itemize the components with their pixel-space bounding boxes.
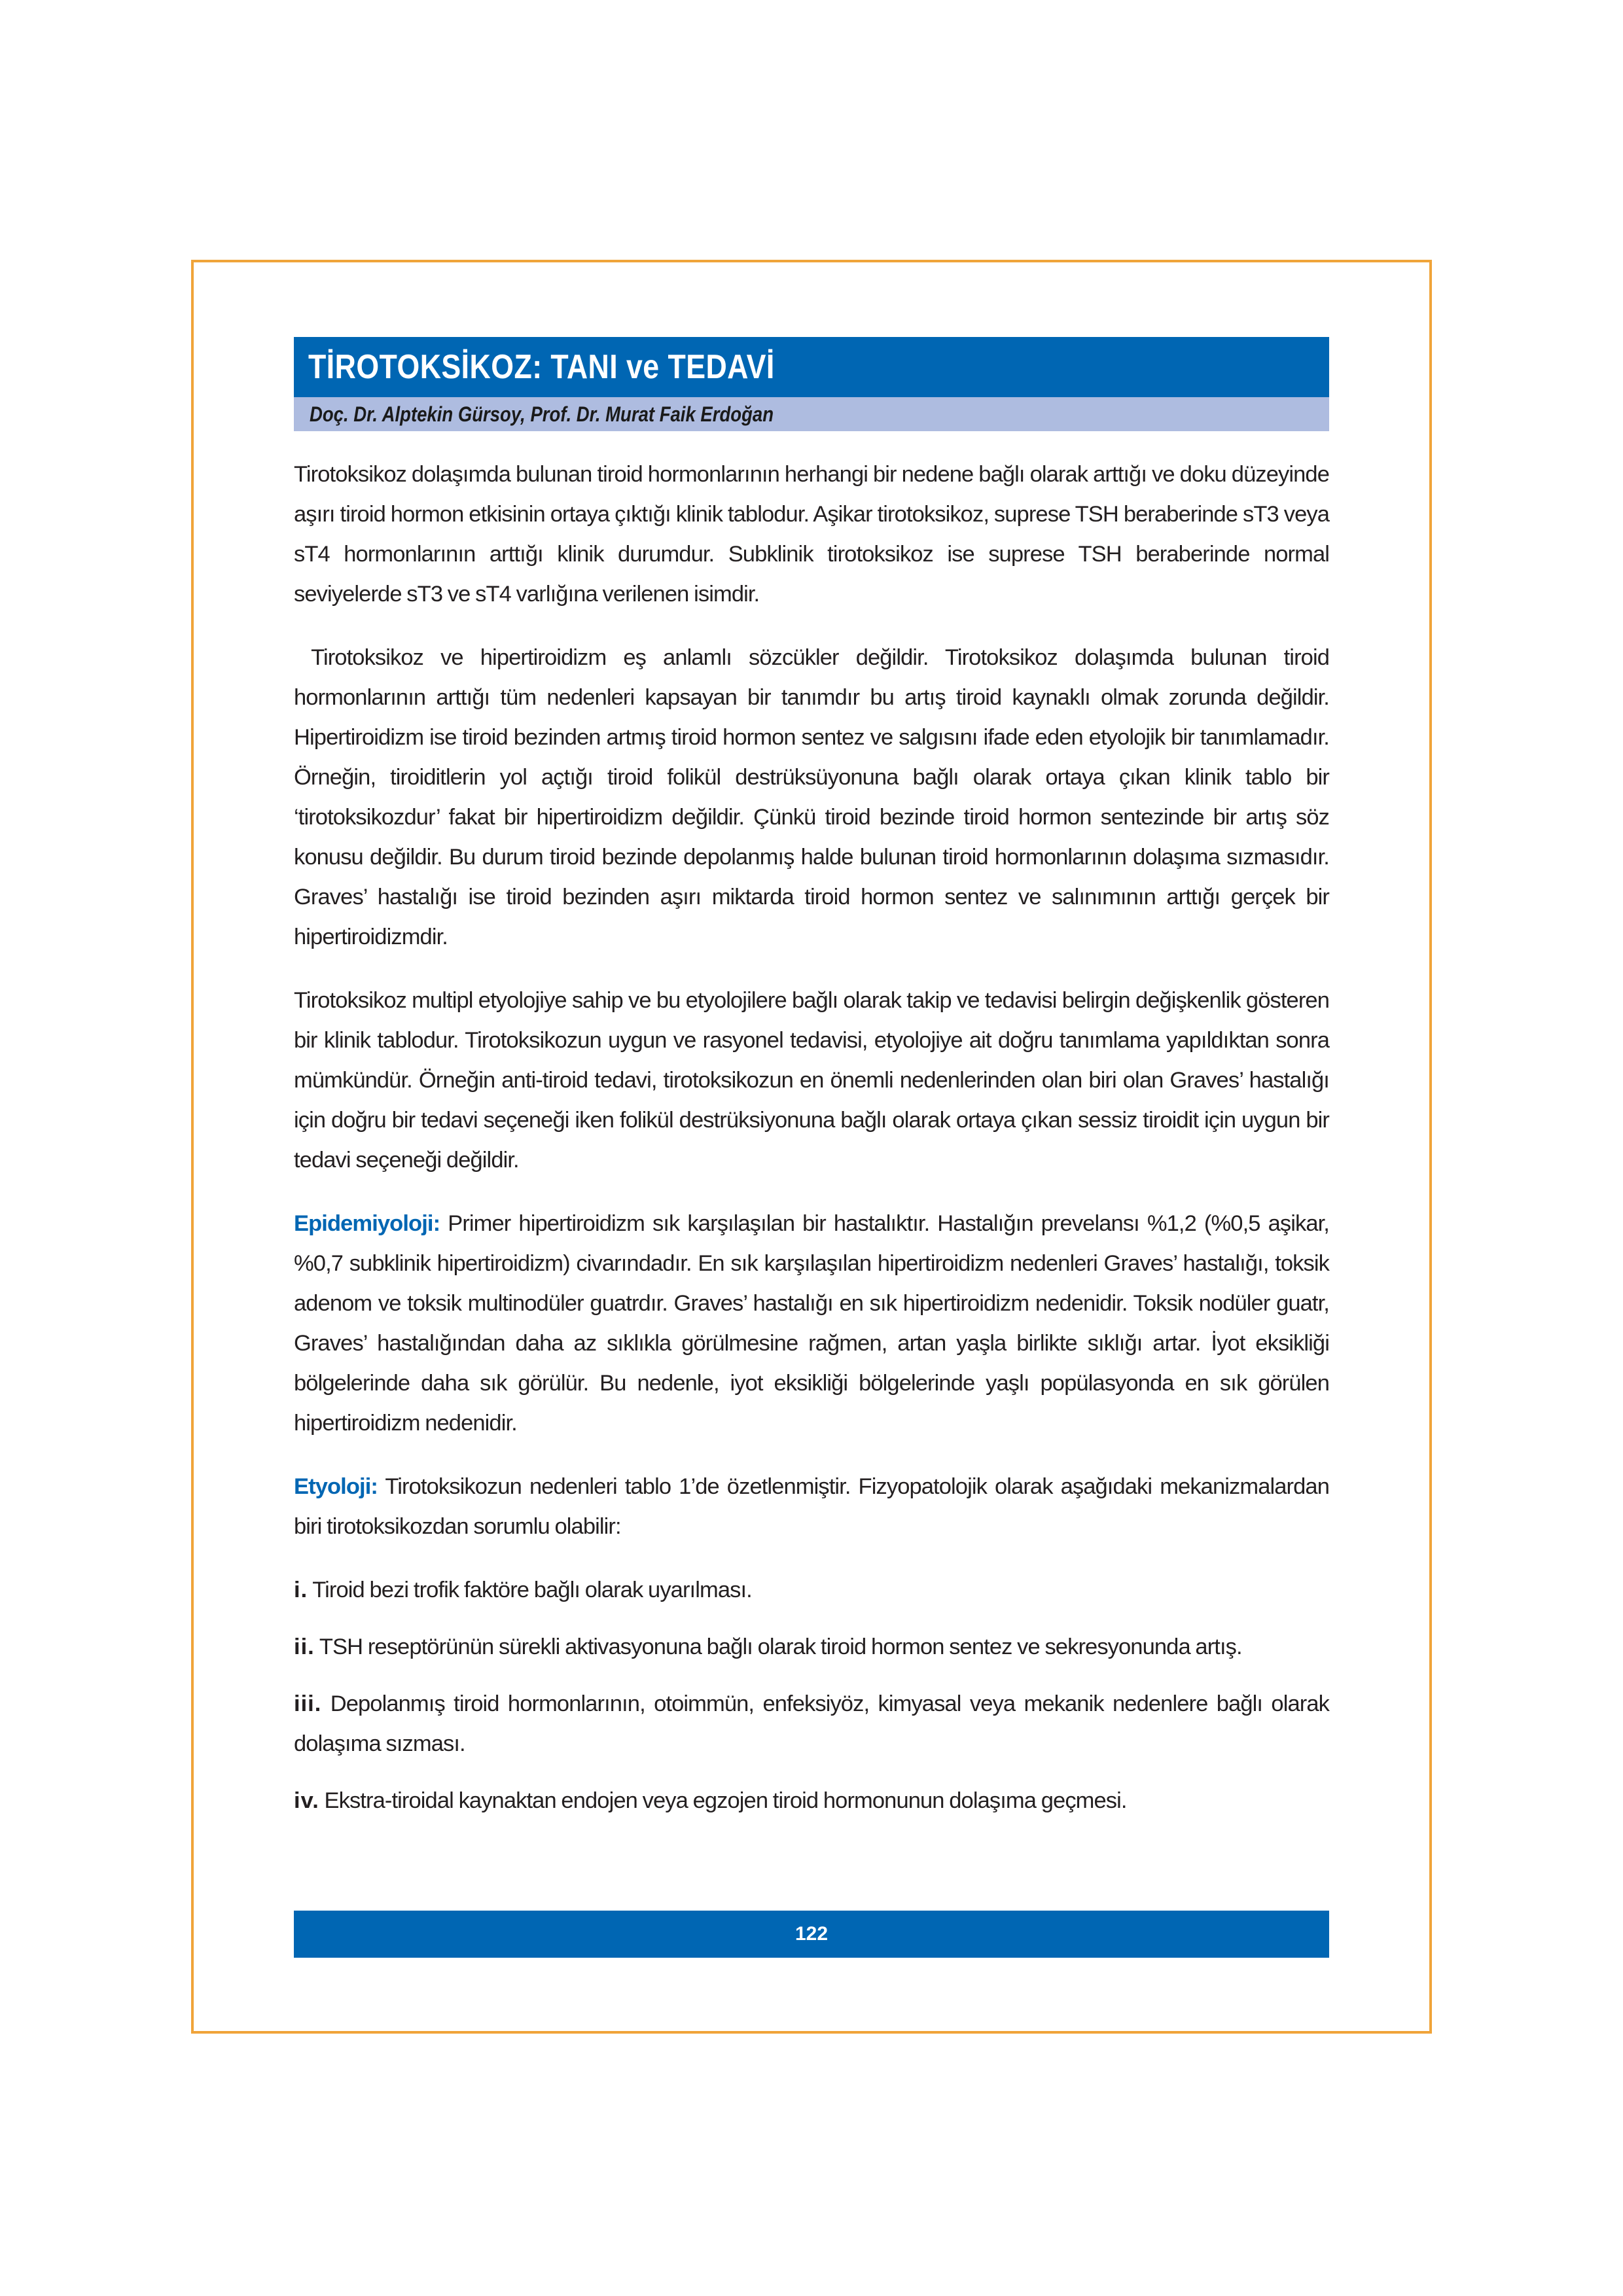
epidemiology-heading: Epidemiyoloji:	[294, 1211, 440, 1236]
paragraph-definitions: Tirotoksikoz ve hipertiroidizm eş anlamlı sözcükler değildir. Tirotoksikoz dolaşımda bulunan tiroid hormonlarının arttığı tüm nedenleri kapsayan bir tanımdır bu artış tiroid kaynaklı olmak zorunda değildir. Hipertiroidizm ise tiroid bezinden artmış tiroid hormon sentez ve salgısını ifade eden etyolojik bir tanımlamadır. Örneğin, tiroiditlerin yol açtığı tiroid folikül destrüksüyonuna bağlı olarak ortaya çıkan klinik tablo bir ‘tirotoksikozdur’ fakat bir hipertiroidizm değildir. Çünkü tiroid bezinde tiroid hormon sentezinde bir artış söz konusu değildir. Bu durum tiroid bezinde depolanmış halde bulunan tiroid hormonlarının dolaşıma sızmasıdır. Graves’ hastalığı ise tiroid bezinden aşırı miktarda tiroid hormon sentez ve salınımının arttığı gerçek bir hipertiroidizmdir.	[294, 645, 1329, 949]
paragraph-etiology-overview: Tirotoksikoz multipl etyolojiye sahip ve bu etyolojilere bağlı olarak takip ve tedavisi belirgin değişkenlik gösteren bir klinik tablodur. Tirotoksikozun uygun ve rasyonel tedavisi, etyolojiye ait doğru tanımlama yapıldıktan sonra mümkündür. Örneğin anti-tiroid tedavi, tirotoksikozun en önemli nedenlerinden olan biri olan Graves’ hastalığı için doğru bir tedavi seçeneği iken folikül destrüksiyonuna bağlı olarak ortaya çıkan sessiz tiroidit için uygun bir tedavi seçeneği değildir.	[294, 988, 1329, 1173]
footer-bar	[294, 1911, 1329, 1958]
list-text: Ekstra-tiroidal kaynaktan endojen veya egzojen tiroid hormonunun dolaşıma geçmesi.	[319, 1788, 1127, 1813]
paragraph-etiology	[294, 1467, 1329, 1547]
list-item	[294, 1570, 1329, 1610]
list-text: TSH reseptörünün sürekli aktivasyonuna bağlı olarak tiroid hormon sentez ve sekresyonunda artış.	[314, 1634, 1242, 1659]
list-text: Depolanmış tiroid hormonlarının, otoimmün, enfeksiyöz, kimyasal veya mekanik nedenlere bağlı olarak dolaşıma sızması.	[294, 1691, 1329, 1756]
article-authors: Doç. Dr. Alptekin Gürsoy, Prof. Dr. Murat Faik Erdoğan	[310, 402, 774, 426]
article-title: TİROTOKSİKOZ: TANI ve TEDAVİ	[308, 348, 775, 386]
list-text: Tiroid bezi trofik faktöre bağlı olarak uyarılması.	[308, 1578, 752, 1602]
list-numeral: ii.	[294, 1634, 315, 1659]
epidemiology-text: Primer hipertiroidizm sık karşılaşılan bir hastalıktır. Hastalığın prevelansı %1,2 (%0,5 aşikar, %0,7 subklinik hipertiroidizm) civarındadır. En sık karşılaşılan hipertiroidizm nedenleri Graves’ hastalığı, toksik adenom ve toksik multinodüler guatrdır. Graves’ hastalığı en sık hipertiroidizm nedenidir. Toksik nodüler guatr, Graves’ hastalığından daha az sıklıkla görülmesine rağmen, artan yaşla birlikte sıklığı artar. İyot eksikliği bölgelerinde daha sık görülür. Bu nedenle, iyot eksikliği bölgelerinde yaşlı popülasyonda en sık görülen hipertiroidizm nedenidir.	[294, 1211, 1329, 1436]
article-content	[294, 337, 1329, 1838]
list-numeral: iv.	[294, 1788, 319, 1813]
title-bar	[294, 337, 1329, 397]
list-numeral: i.	[294, 1578, 308, 1602]
article-body	[294, 455, 1329, 1821]
list-item	[294, 1684, 1329, 1764]
paragraph-intro: Tirotoksikoz dolaşımda bulunan tiroid hormonlarının herhangi bir nedene bağlı olarak arttığı ve doku düzeyinde aşırı tiroid hormon etkisinin ortaya çıktığı klinik tablodur. Aşikar tirotoksikoz, suprese TSH beraberinde sT3 veya sT4 hormonlarının arttığı klinik durumdur. Subklinik tirotoksikoz ise suprese TSH beraberinde normal seviyelerde sT3 ve sT4 varlığına verilenen isimdir.	[294, 462, 1329, 607]
paragraph-epidemiology	[294, 1204, 1329, 1443]
list-item	[294, 1627, 1329, 1667]
etiology-heading: Etyoloji:	[294, 1474, 378, 1499]
list-numeral: iii.	[294, 1691, 322, 1716]
list-item	[294, 1781, 1329, 1821]
page-number: 122	[794, 1923, 829, 1945]
author-bar	[294, 397, 1329, 431]
etiology-text: Tirotoksikozun nedenleri tablo 1’de özetlenmiştir. Fizyopatolojik olarak aşağıdaki mekanizmalardan biri tirotoksikozdan sorumlu olabilir:	[294, 1474, 1329, 1539]
